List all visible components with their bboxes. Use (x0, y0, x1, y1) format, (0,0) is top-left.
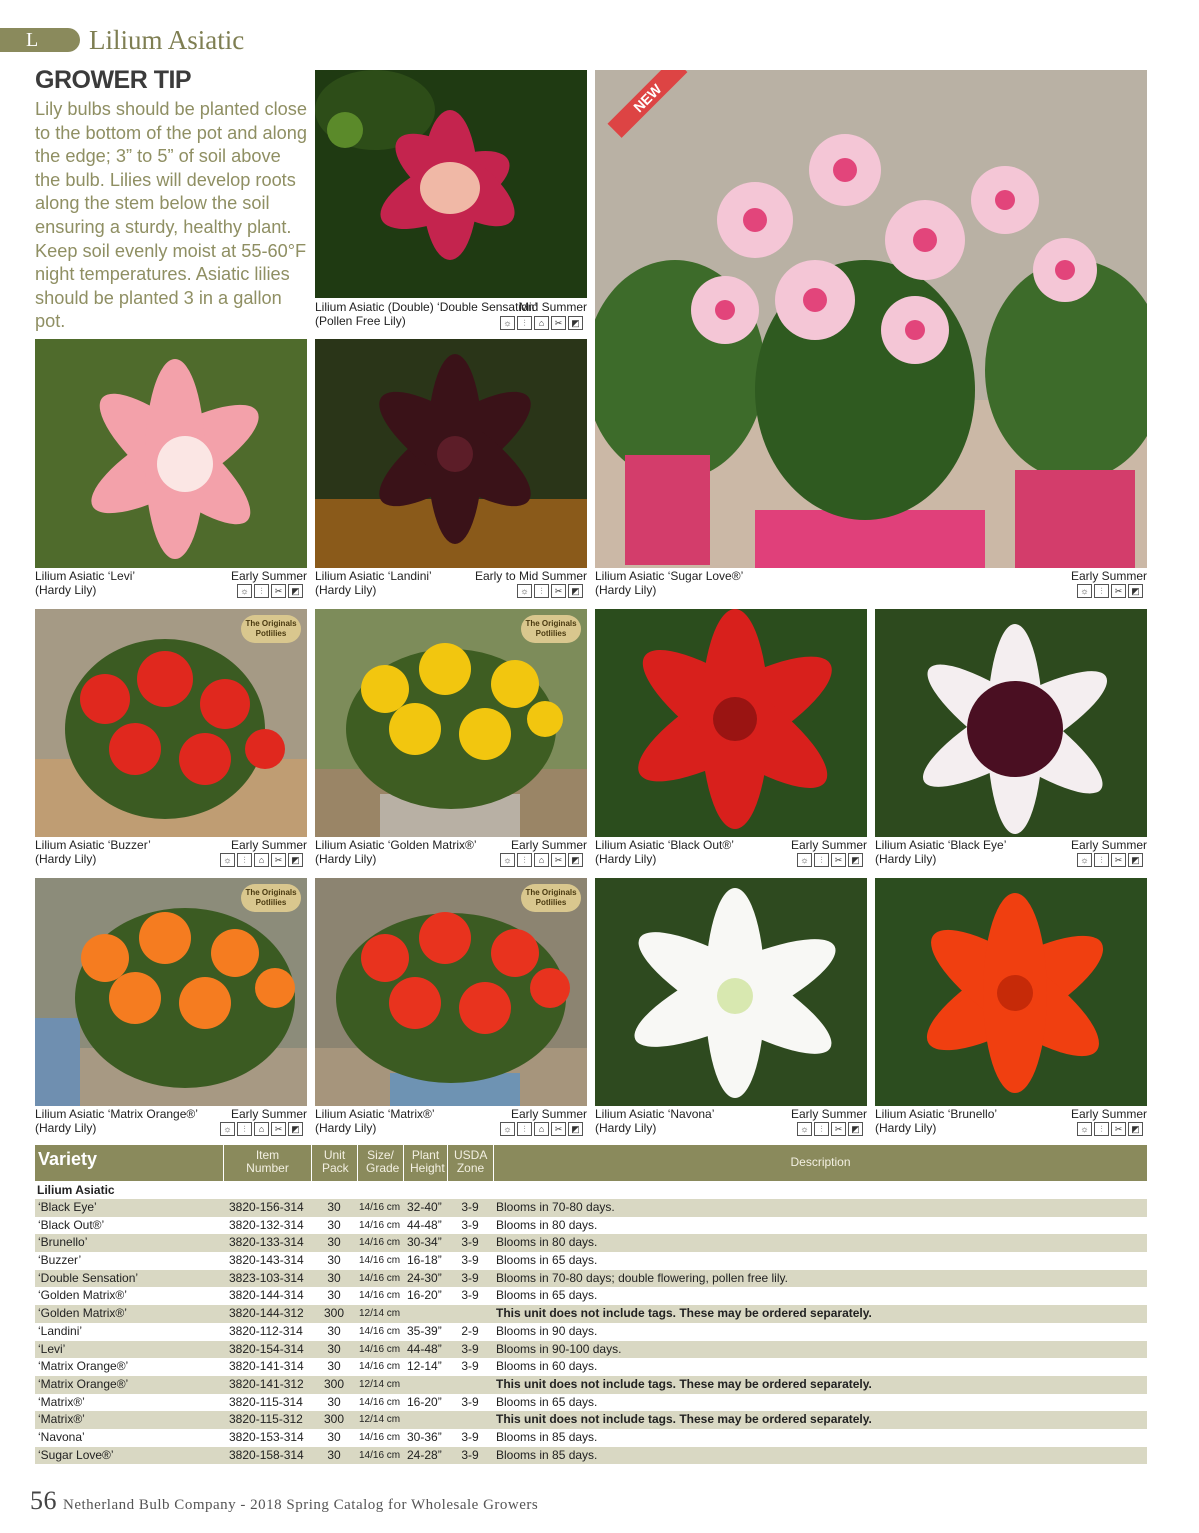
caption-name: Lilium Asiatic ‘Matrix Orange®’ (35, 1107, 198, 1121)
cell-desc: Blooms in 90 days. (496, 1323, 598, 1338)
cell-variety: ‘Golden Matrix®’ (38, 1306, 127, 1321)
cell-variety: ‘Matrix Orange®’ (38, 1376, 129, 1391)
cell-zone: 3-9 (461, 1359, 479, 1374)
caption-sub: (Hardy Lily) (315, 852, 377, 866)
grower-tip-heading: GROWER TIP (35, 66, 192, 94)
new-flag: NEW (608, 70, 688, 138)
cell-item: 3823-103-314 (229, 1270, 304, 1285)
cell-desc: Blooms in 65 days. (496, 1394, 598, 1409)
shade-icon: ◩ (288, 1122, 303, 1136)
cell-desc: Blooms in 65 days. (496, 1253, 598, 1268)
table-row (35, 1376, 1147, 1394)
stem-icon: ⫶ (1094, 584, 1109, 598)
caption-name: Lilium Asiatic ‘Navona’ (595, 1107, 715, 1121)
table-row (35, 1323, 1147, 1341)
caption-sub: (Pollen Free Lily) (315, 314, 406, 328)
cell-item: 3820-112-314 (229, 1323, 303, 1338)
photo-matrix-orange (35, 878, 307, 1106)
cut-icon: ✂ (551, 316, 566, 330)
caption-name: Lilium Asiatic ‘Sugar Love®’ (595, 569, 744, 583)
cell-zone: 2-9 (461, 1323, 479, 1338)
care-icons (797, 1122, 863, 1136)
page-number: 56 (30, 1486, 57, 1515)
cell-size: 12/14 cm (359, 1378, 401, 1390)
cell-variety: ‘Brunello’ (38, 1235, 88, 1250)
cut-icon: ✂ (551, 853, 566, 867)
cell-unit: 30 (327, 1341, 341, 1356)
table-row (35, 1252, 1147, 1270)
section-letter: L (26, 29, 39, 51)
cell-variety: ‘Matrix®’ (38, 1394, 85, 1409)
cell-unit: 30 (327, 1323, 341, 1338)
cell-zone: 3-9 (461, 1288, 479, 1303)
care-icons (517, 584, 583, 598)
cut-icon: ✂ (831, 853, 846, 867)
table-group-label: Lilium Asiatic (37, 1183, 115, 1197)
cell-size: 14/16 cm (359, 1431, 401, 1443)
cut-icon: ✂ (1111, 584, 1126, 598)
cut-icon: ✂ (551, 1122, 566, 1136)
cell-item: 3820-156-314 (229, 1200, 304, 1214)
cell-zone: 3-9 (461, 1200, 479, 1214)
cut-icon: ✂ (1111, 1122, 1126, 1136)
caption-bloom: Early Summer (1070, 569, 1147, 583)
col-description: Description (493, 1145, 1147, 1181)
shade-icon: ◩ (1128, 853, 1143, 867)
cell-desc: Blooms in 65 days. (496, 1288, 598, 1303)
stem-icon: ⫶ (814, 853, 829, 867)
caption-bloom: Early Summer (1070, 838, 1147, 852)
caption-name: Lilium Asiatic ‘Black Eye’ (875, 838, 1007, 852)
caption-sub: (Hardy Lily) (35, 583, 97, 597)
shade-icon: ◩ (568, 1122, 583, 1136)
caption-sub: (Hardy Lily) (875, 1121, 937, 1135)
caption-sub: (Hardy Lily) (595, 852, 657, 866)
cell-zone: 3-9 (461, 1394, 479, 1409)
care-icons (1077, 853, 1143, 867)
sun-icon: ☼ (500, 316, 515, 330)
cell-size: 14/16 cm (359, 1202, 401, 1213)
table-row (35, 1341, 1147, 1359)
cell-desc: This unit does not include tags. These may be ordered separately. (496, 1376, 872, 1391)
cell-desc: This unit does not include tags. These may be ordered separately. (496, 1306, 872, 1321)
caption-bloom: Mid Summer (518, 300, 587, 314)
cell-item: 3820-132-314 (229, 1217, 304, 1232)
table-row (35, 1305, 1147, 1323)
caption-bloom: Early Summer (510, 838, 587, 852)
cell-size: 14/16 cm (359, 1272, 401, 1284)
table-row (35, 1411, 1147, 1429)
photo-navona (595, 878, 867, 1106)
photo-buzzer (35, 609, 307, 837)
cell-size: 14/16 cm (359, 1449, 401, 1461)
sun-icon: ☼ (500, 1122, 515, 1136)
cut-icon: ✂ (831, 1122, 846, 1136)
cell-item: 3820-115-314 (229, 1394, 303, 1409)
cell-variety: ‘Matrix Orange®’ (38, 1359, 129, 1374)
potlilies-badge: The Originals Potlilies (241, 615, 301, 643)
cell-height: 24-30” (407, 1270, 442, 1285)
cell-size: 14/16 cm (359, 1290, 401, 1302)
table-row (35, 1217, 1147, 1235)
cell-size: 14/16 cm (359, 1219, 401, 1231)
cell-height: 30-36” (407, 1429, 442, 1444)
care-icons (797, 853, 863, 867)
caption-bloom: Early Summer (1070, 1107, 1147, 1121)
cell-desc: Blooms in 70-80 days; double flowering, pollen free lily. (496, 1270, 788, 1285)
shade-icon: ◩ (1128, 584, 1143, 598)
cut-icon: ✂ (551, 584, 566, 598)
pot-icon: ⌂ (254, 1122, 269, 1136)
cell-desc: Blooms in 80 days. (496, 1217, 598, 1232)
cell-desc: Blooms in 85 days. (496, 1447, 598, 1462)
cell-variety: ‘Sugar Love®’ (38, 1447, 114, 1462)
cell-desc: Blooms in 85 days. (496, 1429, 598, 1444)
cell-height: 16-18” (407, 1253, 442, 1268)
pot-icon: ⌂ (254, 853, 269, 867)
cell-variety: ‘Double Sensation’ (38, 1270, 139, 1285)
col-variety: Variety (38, 1149, 98, 1169)
cell-height: 35-39” (407, 1323, 442, 1338)
cell-zone: 3-9 (461, 1270, 479, 1285)
care-icons (220, 1122, 303, 1136)
caption-bloom: Early Summer (230, 569, 307, 583)
cell-zone: 3-9 (461, 1253, 479, 1268)
cell-desc: Blooms in 60 days. (496, 1359, 598, 1374)
cell-zone: 3-9 (461, 1429, 479, 1444)
cell-unit: 300 (323, 1412, 345, 1427)
stem-icon: ⫶ (517, 853, 532, 867)
cell-item: 3820-115-312 (229, 1412, 303, 1427)
cut-icon: ✂ (271, 853, 286, 867)
cell-height: 30-34” (407, 1235, 442, 1250)
cell-size: 14/16 cm (359, 1343, 401, 1355)
grower-tip-text: Lily bulbs should be planted close to the bottom of the pot and along the edge; 3” to 5” of soil above the bulb. Lilies will develop roots along the stem below the soil ensuring a sturdy, healthy plant. Keep soil evenly moist at 55-60°F night temperatures. Asiatic lilies should be planted 3 in a gallon pot. (35, 99, 308, 332)
shade-icon: ◩ (568, 853, 583, 867)
shade-icon: ◩ (848, 853, 863, 867)
cell-size: 12/14 cm (359, 1308, 401, 1320)
care-icons (1077, 584, 1143, 598)
stem-icon: ⫶ (237, 853, 252, 867)
caption-name: Lilium Asiatic ‘Matrix®’ (315, 1107, 435, 1121)
shade-icon: ◩ (568, 316, 583, 330)
caption-bloom: Early to Mid Summer (474, 569, 587, 583)
stem-icon: ⫶ (517, 1122, 532, 1136)
photo-matrix (315, 878, 587, 1106)
pot-icon: ⌂ (534, 316, 549, 330)
cell-height: 12-14” (407, 1359, 442, 1374)
table-row (35, 1234, 1147, 1252)
photo-sugar-love (595, 70, 1147, 568)
care-icons (500, 316, 583, 330)
section-tab (0, 28, 80, 52)
sun-icon: ☼ (797, 853, 812, 867)
caption-sub: (Hardy Lily) (315, 583, 377, 597)
cell-unit: 300 (323, 1376, 345, 1391)
sun-icon: ☼ (500, 853, 515, 867)
cell-variety: ‘Levi’ (38, 1341, 66, 1356)
sun-icon: ☼ (237, 584, 252, 598)
cut-icon: ✂ (271, 1122, 286, 1136)
photo-black-eye (875, 609, 1147, 837)
sun-icon: ☼ (517, 584, 532, 598)
cut-icon: ✂ (271, 584, 286, 598)
cell-height: 16-20” (407, 1394, 442, 1409)
stem-icon: ⫶ (237, 1122, 252, 1136)
pot-icon: ⌂ (534, 853, 549, 867)
table-body (35, 1199, 1147, 1464)
stem-icon: ⫶ (534, 584, 549, 598)
potlilies-badge: The Originals Potlilies (521, 615, 581, 643)
cell-unit: 30 (327, 1270, 341, 1285)
table-row (35, 1358, 1147, 1376)
shade-icon: ◩ (848, 1122, 863, 1136)
caption-name: Lilium Asiatic ‘Golden Matrix®’ (315, 838, 477, 852)
col-item: Item Number (223, 1145, 311, 1181)
caption-bloom: Early Summer (510, 1107, 587, 1121)
caption-sub: (Hardy Lily) (595, 1121, 657, 1135)
table-row (35, 1199, 1147, 1217)
cell-zone: 3-9 (461, 1217, 479, 1232)
cell-unit: 30 (327, 1288, 341, 1303)
cell-variety: ‘Golden Matrix®’ (38, 1288, 127, 1303)
cell-height: 44-48” (407, 1217, 442, 1232)
stem-icon: ⫶ (517, 316, 532, 330)
table-header (35, 1145, 1147, 1181)
caption-sugar-love (595, 569, 1147, 597)
photo-black-out (595, 609, 867, 837)
stem-icon: ⫶ (1094, 853, 1109, 867)
caption-name: Lilium Asiatic ‘Buzzer’ (35, 838, 151, 852)
stem-icon: ⫶ (254, 584, 269, 598)
photo-levi (35, 339, 307, 568)
sun-icon: ☼ (220, 1122, 235, 1136)
care-icons (237, 584, 303, 598)
cell-unit: 30 (327, 1235, 341, 1250)
cell-desc: Blooms in 80 days. (496, 1235, 598, 1250)
cell-variety: ‘Black Eye’ (38, 1200, 97, 1214)
caption-sub: (Hardy Lily) (875, 852, 937, 866)
table-row (35, 1429, 1147, 1447)
sun-icon: ☼ (1077, 853, 1092, 867)
footer-text: Netherland Bulb Company - 2018 Spring Catalog for Wholesale Growers (63, 1497, 539, 1513)
cell-item: 3820-144-314 (229, 1288, 304, 1303)
stem-icon: ⫶ (1094, 1122, 1109, 1136)
care-icons (1077, 1122, 1143, 1136)
cell-unit: 30 (327, 1429, 341, 1444)
section-title: Lilium Asiatic (89, 25, 245, 55)
caption-name: Lilium Asiatic ‘Black Out®’ (595, 838, 734, 852)
photo-double-sensation (315, 70, 587, 298)
cell-variety: ‘Buzzer’ (38, 1253, 82, 1268)
col-unit: Unit Pack (311, 1145, 357, 1181)
cell-desc: Blooms in 70-80 days. (496, 1200, 615, 1214)
caption-bloom: Early Summer (790, 1107, 867, 1121)
cell-unit: 30 (327, 1359, 341, 1374)
caption-sub: (Hardy Lily) (35, 852, 97, 866)
cell-zone: 3-9 (461, 1341, 479, 1356)
photo-golden-matrix (315, 609, 587, 837)
cell-variety: ‘Matrix®’ (38, 1412, 85, 1427)
cell-size: 12/14 cm (359, 1414, 401, 1426)
cell-unit: 30 (327, 1447, 341, 1462)
cell-zone: 3-9 (461, 1447, 479, 1462)
cell-unit: 30 (327, 1200, 341, 1214)
cell-size: 14/16 cm (359, 1396, 401, 1408)
care-icons (220, 853, 303, 867)
cell-height: 16-20” (407, 1288, 442, 1303)
cell-item: 3820-143-314 (229, 1253, 304, 1268)
cell-item: 3820-141-314 (229, 1359, 304, 1374)
caption-bloom: Early Summer (230, 1107, 307, 1121)
caption-name: Lilium Asiatic ‘Landini’ (315, 569, 432, 583)
cell-unit: 30 (327, 1217, 341, 1232)
caption-name: Lilium Asiatic ‘Levi’ (35, 569, 136, 583)
cell-size: 14/16 cm (359, 1255, 401, 1267)
cell-item: 3820-154-314 (229, 1341, 304, 1356)
table-row (35, 1270, 1147, 1288)
cell-desc: This unit does not include tags. These may be ordered separately. (496, 1412, 872, 1427)
table-row (35, 1394, 1147, 1412)
caption-sub: (Hardy Lily) (35, 1121, 97, 1135)
cell-item: 3820-153-314 (229, 1429, 304, 1444)
potlilies-badge: The Originals Potlilies (241, 884, 301, 912)
sun-icon: ☼ (220, 853, 235, 867)
cell-item: 3820-144-312 (229, 1306, 304, 1321)
cell-height: 32-40” (407, 1200, 442, 1214)
cell-unit: 30 (327, 1253, 341, 1268)
cell-unit: 30 (327, 1394, 341, 1409)
potlilies-badge: The Originals Potlilies (521, 884, 581, 912)
shade-icon: ◩ (288, 584, 303, 598)
caption-sub: (Hardy Lily) (315, 1121, 377, 1135)
caption-name: Lilium Asiatic (Double) ‘Double Sensation’ (315, 300, 538, 314)
caption-name: Lilium Asiatic ‘Brunello’ (875, 1107, 998, 1121)
table-row (35, 1287, 1147, 1305)
photo-landini (315, 339, 587, 568)
shade-icon: ◩ (568, 584, 583, 598)
sun-icon: ☼ (1077, 584, 1092, 598)
sun-icon: ☼ (1077, 1122, 1092, 1136)
cell-variety: ‘Landini’ (38, 1323, 83, 1338)
cell-variety: ‘Navona’ (38, 1429, 85, 1444)
caption-bloom: Early Summer (230, 838, 307, 852)
cell-item: 3820-141-312 (229, 1376, 304, 1391)
caption-bloom: Early Summer (790, 838, 867, 852)
cell-item: 3820-158-314 (229, 1447, 304, 1462)
cell-variety: ‘Black Out®’ (38, 1217, 105, 1232)
col-height: Plant Height (403, 1145, 447, 1181)
cell-size: 14/16 cm (359, 1237, 401, 1249)
shade-icon: ◩ (1128, 1122, 1143, 1136)
shade-icon: ◩ (288, 853, 303, 867)
cell-item: 3820-133-314 (229, 1235, 304, 1250)
cell-height: 24-28” (407, 1447, 442, 1462)
care-icons (500, 853, 583, 867)
care-icons (500, 1122, 583, 1136)
sun-icon: ☼ (797, 1122, 812, 1136)
table-row (35, 1447, 1147, 1465)
pot-icon: ⌂ (534, 1122, 549, 1136)
page-footer (30, 1486, 538, 1516)
cell-size: 14/16 cm (359, 1325, 401, 1337)
col-zone: USDA Zone (447, 1145, 493, 1181)
cell-height: 44-48” (407, 1341, 442, 1356)
col-size: Size/ Grade (357, 1145, 403, 1181)
photo-brunello (875, 878, 1147, 1106)
cell-desc: Blooms in 90-100 days. (496, 1341, 622, 1356)
caption-sub: (Hardy Lily) (595, 583, 657, 597)
cell-unit: 300 (323, 1306, 345, 1321)
cell-zone: 3-9 (461, 1235, 479, 1250)
cut-icon: ✂ (1111, 853, 1126, 867)
stem-icon: ⫶ (814, 1122, 829, 1136)
cell-size: 14/16 cm (359, 1361, 401, 1373)
